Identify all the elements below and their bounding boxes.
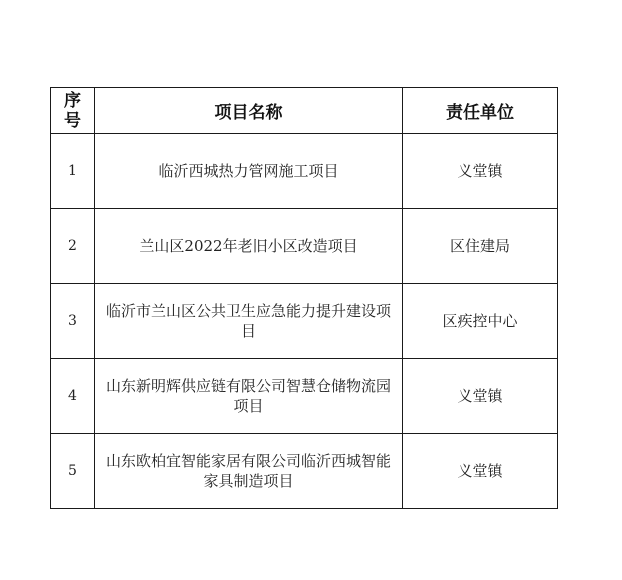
row-project-name: 临沂市兰山区公共卫生应急能力提升建设项目 bbox=[95, 284, 403, 359]
row-seq: 3 bbox=[51, 284, 95, 359]
table-row bbox=[51, 209, 558, 284]
row-responsible-unit: 区住建局 bbox=[403, 209, 558, 284]
table-header-row bbox=[51, 88, 558, 134]
row-responsible-unit: 义堂镇 bbox=[403, 434, 558, 509]
table-row bbox=[51, 434, 558, 509]
row-project-name: 山东欧柏宜智能家居有限公司临沂西城智能家具制造项目 bbox=[95, 434, 403, 509]
header-seq bbox=[51, 88, 95, 134]
row-seq: 4 bbox=[51, 359, 95, 434]
table-row bbox=[51, 284, 558, 359]
header-seq-line1: 序 bbox=[64, 90, 81, 111]
header-seq-line2: 号 bbox=[64, 110, 81, 131]
row-project-name: 兰山区2022年老旧小区改造项目 bbox=[95, 209, 403, 284]
header-responsible-unit: 责任单位 bbox=[403, 88, 558, 134]
row-project-name: 山东新明辉供应链有限公司智慧仓储物流园项目 bbox=[95, 359, 403, 434]
table-row bbox=[51, 359, 558, 434]
row-seq: 1 bbox=[51, 134, 95, 209]
row-responsible-unit: 区疾控中心 bbox=[403, 284, 558, 359]
table-row bbox=[51, 134, 558, 209]
header-project-name: 项目名称 bbox=[95, 88, 403, 134]
row-seq: 5 bbox=[51, 434, 95, 509]
row-responsible-unit: 义堂镇 bbox=[403, 359, 558, 434]
row-responsible-unit: 义堂镇 bbox=[403, 134, 558, 209]
row-seq: 2 bbox=[51, 209, 95, 284]
row-project-name: 临沂西城热力管网施工项目 bbox=[95, 134, 403, 209]
project-table bbox=[50, 87, 558, 509]
